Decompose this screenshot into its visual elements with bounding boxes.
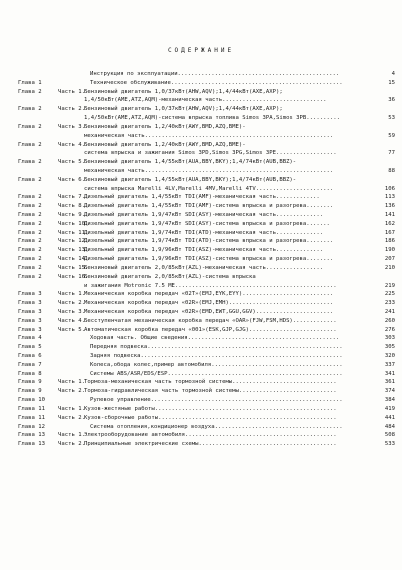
toc-entry [0,220,402,229]
toc-part-label: Часть 2. [58,441,85,448]
toc-page-number: 305 [384,344,395,351]
toc-chapter-label: Глава 2 [18,220,42,227]
toc-part-label: Часть 2. [58,414,85,421]
toc-page-number: 303 [384,335,395,342]
toc-entry-title: Бензиновый двигатель 1,4/55кВт(AUA,BBY,BKY);1,4/74кВт(AUB,BBZ)- [84,176,297,183]
toc-entry [0,158,402,167]
toc-chapter-label: Глава 2 [18,141,42,148]
toc-part-label: Часть 5. [58,326,85,333]
toc-entry [0,229,402,238]
toc-page-number: 219 [384,282,395,289]
toc-page-number: 210 [384,264,395,271]
toc-chapter-label: Глава 11 [18,414,45,421]
toc-entry [0,423,402,432]
toc-entry [0,326,402,335]
toc-chapter-label: Глава 2 [18,159,42,166]
toc-chapter-label: Глава 2 [18,88,42,95]
toc-part-label: Часть 13. [58,247,89,254]
toc-chapter-label: Глава 9 [18,379,42,386]
toc-chapter-label: Глава 3 [18,300,42,307]
toc-entry-title: Бензиновый двигатель 1,0/37кВт(AHW,AQV);1,4/44кВт(AXE,AXP); [84,106,283,113]
toc-page-number: 260 [384,317,395,324]
toc-part-label: Часть 2. [58,388,85,395]
toc-entry [0,185,402,194]
toc-entry-title: Дизельный двигатель 1,9/96кВт TDI(ASZ)-механическая часть.............. [84,247,324,254]
toc-page-number: 190 [384,247,395,254]
toc-part-label: Часть 6. [58,176,85,183]
toc-chapter-label: Глава 2 [18,256,42,263]
toc-entry-title: Дизельный двигатель 1,9/74кВт TDI(ATD)-система впрыска и разогрева........ [84,238,334,245]
toc-part-label: Часть 4. [58,141,85,148]
toc-chapter-label: Глава 13 [18,441,45,448]
toc-chapter-label: Глава 2 [18,176,42,183]
toc-entry-title: 1,4/50кВт(AME,ATZ,AQM)-система впрыска топлива Simos 3PA,Simos 3PB.......... [84,115,340,122]
toc-entry-title: Электрооборудование автомобиля............................................. [84,432,337,439]
toc-entry [0,96,402,105]
toc-chapter-label: Глава 2 [18,229,42,236]
toc-entry-title: Задняя подвеска............................................................ [90,353,343,359]
toc-page-number: 106 [384,185,395,192]
toc-entry-title: Автоматическая коробка передач «001»(ESK,GJP,GJG).......................... [84,326,337,333]
toc-entry-title: Кузов-жестяные работы...................................................... [84,405,337,412]
toc-entry [0,237,402,246]
toc-entry [0,352,402,361]
toc-part-label: Часть 2. [58,300,85,307]
toc-chapter-label: Глава 9 [18,388,42,395]
toc-chapter-label: Глава 3 [18,308,42,315]
toc-entry [0,273,402,282]
toc-chapter-label: Глава 8 [18,370,42,377]
toc-entry-title: 1,4/50кВт(AME,ATZ,AQM)-механическая часть............................... [84,97,327,104]
toc-entry-title: Дизельный двигатель 1,4/55кВт TDI(AMF)-система впрыска и разогрева........ [84,203,334,210]
toc-page-number: 419 [384,405,395,412]
toc-part-label: Часть 1. [58,379,85,386]
toc-page-number: 4 [391,71,395,77]
toc-page-number: 276 [384,326,395,333]
toc-entry [0,299,402,308]
toc-part-label: Часть 12. [58,238,89,245]
toc-page-number: 186 [384,238,395,245]
page-title: СОДЕРЖАНИЕ [167,47,235,54]
toc-entry-title: система впрыска Marelli 4LV,Marelli 4MV,Marelli 4TV....................... [84,185,334,192]
toc-part-label: Часть 1. [58,432,85,439]
toc-entry [0,132,402,141]
toc-entry-title: Бензиновый двигатель 2,0/85кВт(AZL)-механическая часть................. [84,264,324,271]
toc-entry [0,105,402,114]
toc-entry [0,334,402,343]
toc-part-label: Часть 3. [58,123,85,130]
toc-entry [0,141,402,150]
toc-page-number: 225 [384,291,395,298]
toc-entry [0,149,402,158]
toc-part-label: Часть 15. [58,264,89,271]
toc-entry [0,282,402,291]
toc-entry [0,343,402,352]
toc-entry [0,290,402,299]
toc-entry [0,387,402,396]
toc-part-label: Часть 8. [58,203,85,210]
toc-entry [0,440,402,449]
table-of-contents [0,70,402,449]
toc-page-number: 88 [388,167,395,174]
toc-chapter-label: Глава 12 [18,423,45,430]
toc-entry [0,202,402,211]
toc-page-number: 77 [388,150,395,157]
toc-part-label: Часть 1. [58,88,85,95]
toc-entry [0,370,402,379]
toc-part-label: Часть 1. [58,291,85,298]
toc-chapter-label: Глава 3 [18,317,42,324]
toc-chapter-label: Глава 2 [18,238,42,245]
toc-part-label: Часть 7. [58,194,85,201]
toc-entry-title: Дизельный двигатель 1,9/74кВт TDI(ATD)-механическая часть.............. [84,229,324,236]
toc-entry-title: Дизельный двигатель 1,4/55кВт TDI(AMF)-механическая часть............. [84,194,320,201]
toc-page-number: 241 [384,308,395,315]
toc-entry-title: система впрыска и зажигания Simos 3PD,Simos 3PG,Simos 3PE.................. [84,150,337,157]
toc-entry [0,176,402,185]
toc-entry [0,308,402,317]
toc-entry [0,70,402,79]
toc-part-label: Часть 14. [58,256,89,263]
toc-part-label: Часть 11. [58,229,89,236]
toc-chapter-label: Глава 11 [18,405,45,412]
toc-chapter-label: Глава 3 [18,291,42,298]
toc-entry [0,264,402,273]
toc-entry-title: Инструкция по эксплуатации................................................ [90,71,340,77]
toc-page-number: 374 [384,388,395,395]
toc-page-number: 36 [388,97,395,104]
toc-page-number: 320 [384,353,395,359]
toc-part-label: Часть 2. [58,106,85,113]
toc-page-number: 15 [388,79,395,86]
toc-chapter-label: Глава 10 [18,397,45,404]
toc-entry-title: Дизельный двигатель 1,9/47кВт SDI(ASY)-механическая часть.............. [84,212,324,218]
toc-chapter-label: Глава 2 [18,106,42,113]
toc-entry-title: механическая часть........................................................ [84,132,334,139]
toc-entry-title: Системы ABS/ASR/EDS/ESP.................................................... [90,370,343,377]
toc-entry [0,123,402,132]
toc-page-number: 53 [388,115,395,122]
toc-entry-title: Механическая коробка передач «02R»(EMJ,EMH)............................... [84,300,334,307]
toc-part-label: Часть 16. [58,273,89,280]
toc-part-label: Часть 1. [58,405,85,412]
toc-page-number: 484 [384,423,395,430]
toc-part-label: Часть 9. [58,212,85,218]
toc-entry-title: Тормоза-механическая часть тормозной системы............................... [84,379,337,386]
toc-page-number: 167 [384,229,395,236]
toc-chapter-label: Глава 5 [18,344,42,351]
toc-entry-title: механическая часть........................................................ [84,167,334,174]
toc-chapter-label: Глава 2 [18,264,42,271]
toc-entry [0,396,402,405]
toc-entry-title: Кузов-сборочные работы..................................................... [84,414,337,421]
toc-page-number: 361 [384,379,395,386]
toc-entry [0,193,402,202]
toc-entry-title: Передняя подвеска.......................................................... [90,344,343,351]
toc-entry-title: Бензиновый двигатель 1,2/40кВт(AWY,BMD,AZQ,BME)- [84,141,246,148]
toc-entry-title: Рулевое управление......................................................... [90,397,343,404]
toc-chapter-label: Глава 2 [18,123,42,130]
toc-entry [0,378,402,387]
toc-entry [0,167,402,176]
toc-entry-title: Дизельный двигатель 1,9/47кВт SDI(ASY)-система впрыска и разогрева....... [84,220,330,227]
toc-page-number: 113 [384,194,395,201]
toc-entry-title: Бензиновый двигатель 1,0/37кВт(AHW,AQV);1,4/44кВт(AXE,AXP); [84,88,283,95]
toc-chapter-label: Глава 4 [18,335,42,342]
toc-part-label: Часть 5. [58,159,85,166]
toc-entry-title: Система отопления,кондиционер воздуха...................................... [90,423,343,430]
toc-chapter-label: Глава 2 [18,273,42,280]
toc-entry-title: Механическая коробка передач «02T»(EMJ,EYK,EYY)........................... [84,291,334,298]
toc-chapter-label: Глава 7 [18,361,42,368]
toc-entry [0,246,402,255]
toc-chapter-label: Глава 13 [18,432,45,439]
toc-entry [0,79,402,88]
toc-page-number: 341 [384,370,395,377]
toc-entry-title: Ходовая часть. Общие сведения............................................. [90,335,340,342]
toc-entry [0,361,402,370]
toc-entry-title: Бензиновый двигатель 1,2/40кВт(AWY,BMD,AZQ,BME)- [84,123,246,130]
toc-entry-title: Тормоза-гидравлическая часть тормозной системы............................. [84,388,337,395]
toc-page-number: 207 [384,256,395,263]
toc-page-number: 136 [384,203,395,210]
toc-chapter-label: Глава 3 [18,326,42,333]
toc-entry-title: Бензиновый двигатель 1,4/55кВт(AUA,BBY,BKY);1,4/74кВт(AUB,BBZ)- [84,159,297,166]
toc-chapter-label: Глава 2 [18,194,42,201]
toc-part-label: Часть 4. [58,317,85,324]
toc-entry [0,317,402,326]
toc-entry-title: Бензиновый двигатель 2,0/85кВт(AZL)-система впрыска [84,273,256,280]
toc-entry [0,405,402,414]
toc-page-number: 508 [384,432,395,439]
toc-entry-title: и зажигания Motronic 7.5 ME................................................ [84,282,337,289]
toc-page-number: 533 [384,441,395,448]
toc-entry [0,255,402,264]
toc-page-number: 441 [384,414,395,421]
toc-entry [0,211,402,220]
toc-page-number: 384 [384,397,395,404]
toc-entry-title: Механическая коробка передач «02R»(EMD,EWT,GGU,GGV)....................... [84,308,334,315]
toc-entry [0,88,402,97]
toc-chapter-label: Глава 2 [18,247,42,254]
toc-chapter-label: Глава 6 [18,353,42,359]
toc-page-number: 59 [388,132,395,139]
toc-page-number: 162 [384,220,395,227]
toc-entry-title: Техническое обслуживание................................................... [90,79,343,86]
toc-page-number: 337 [384,361,395,368]
toc-chapter-label: Глава 1 [18,79,42,86]
toc-chapter-label: Глава 2 [18,212,42,218]
toc-page-number: 141 [384,212,395,218]
toc-entry [0,414,402,423]
toc-chapter-label: Глава 2 [18,203,42,210]
toc-part-label: Часть 10. [58,220,89,227]
toc-part-label: Часть 3. [58,308,85,315]
toc-entry [0,431,402,440]
toc-entry-title: Колеса,обода колес,пример автомобиля....................................... [90,361,343,368]
toc-entry-title: Бесступенчатая механическая коробка передач «OAR»(FJW,FSM,HDS)............. [84,317,337,324]
toc-entry-title: Принципиальные электрические схемы......................................... [84,441,337,448]
toc-entry [0,114,402,123]
toc-page-number: 233 [384,300,395,307]
toc-entry-title: Дизельный двигатель 1,9/96кВт TDI(ASZ)-система впрыска и разогрева........ [84,256,334,263]
